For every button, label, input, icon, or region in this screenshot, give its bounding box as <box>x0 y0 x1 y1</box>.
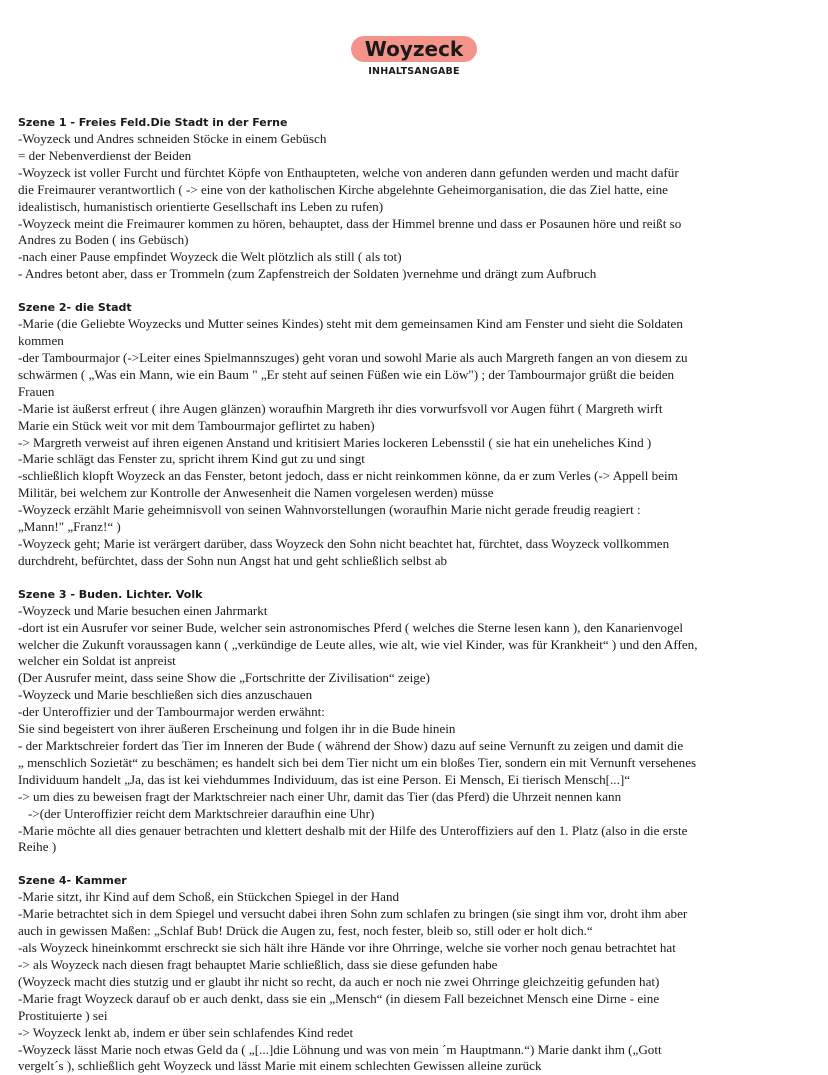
text-line: Sie sind begeistert von ihrer äußeren Erscheinung und folgen ihr in die Bude hinein <box>18 721 456 737</box>
document-content <box>18 115 810 1075</box>
text-line: welcher die Zukunft voraussagen kann ( „verkündige de Leute alles, wie alt, wie viel Kinder, was für Krankheit“ ) und den Affen, <box>18 636 698 652</box>
text-line: (Der Ausrufer meint, dass seine Show die „Fortschritte der Zivilisation“ zeige) <box>18 670 430 686</box>
text-line: Militär, bei welchem zur Kontrolle der Anwesenheit die Namen vorgelesen werden) müsse <box>18 485 494 501</box>
text-line: -Woyzeck und Andres schneiden Stöcke in einem Gebüsch <box>18 131 327 146</box>
text-line: -> Margreth verweist auf ihren eigenen Anstand und kritisiert Maries lockeren Lebensstil ( sie hat ein uneheliches Kind ) <box>18 434 652 450</box>
text-line: schwärmen ( „Was ein Mann, wie ein Baum " „Er steht auf seinen Füßen wie ein Löw") ; der Tambourmajor grüßt die beiden <box>18 366 675 382</box>
text-line: -Marie (die Geliebte Woyzecks und Mutter seines Kindes) steht mit dem gemeinsamen Kind am Fenster und sieht die Soldaten <box>18 316 683 332</box>
text-line: -> um dies zu beweisen fragt der Marktschreier nach einer Uhr, damit das Tier (das Pferd) die Uhrzeit nennen kann <box>18 788 622 804</box>
text-line: -> als Woyzeck nach diesen fragt behauptet Marie schließlich, dass sie diese gefunden habe <box>18 956 498 972</box>
scene-title: Szene 4- Kammer <box>18 874 127 888</box>
document-title: Woyzeck <box>351 36 478 62</box>
text-line: -als Woyzeck hineinkommt erschreckt sie sich hält ihre Hände vor ihre Ohrringe, welche sie vorher noch genau betrachtet hat <box>18 940 676 956</box>
text-line: -Marie schlägt das Fenster zu, spricht ihrem Kind gut zu und singt <box>18 451 365 467</box>
text-line: - der Marktschreier fordert das Tier im Inneren der Bude ( während der Show) dazu auf seine Vernunft zu zeigen und damit die <box>18 738 684 753</box>
text-line: -nach einer Pause empfindet Woyzeck die Welt plötzlich als still ( als tot) <box>18 249 402 265</box>
scene-section <box>18 587 810 857</box>
text-line: -Woyzeck erzählt Marie geheimnisvoll von seinen Wahnvorstellungen (woraufhin Marie nicht gerade freudig reagiert : <box>18 502 641 518</box>
text-line: -Woyzeck lässt Marie noch etwas Geld da ( „[...]die Löhnung und was von mein ´m Hauptmann.“) Marie dankt ihm („Gott <box>18 1041 662 1057</box>
text-line: -Woyzeck geht; Marie ist verärgert darüber, dass Woyzeck den Sohn nicht beachtet hat, fürchtet, dass Woyzeck vollkommen <box>18 535 670 551</box>
text-line: Prostituierte ) sei <box>18 1007 108 1023</box>
document-subtitle: INHALTSANGABE <box>368 66 460 77</box>
text-line: Andres zu Boden ( ins Gebüsch) <box>18 232 189 248</box>
text-line: -der Tambourmajor (->Leiter eines Spielmannszuges) geht voran und sowohl Marie als auch Margreth fangen an von diesem zu <box>18 349 688 365</box>
text-line: -Woyzeck und Marie beschließen sich dies anzuschauen <box>18 687 313 703</box>
text-line: kommen <box>18 333 64 349</box>
text-line: -dort ist ein Ausrufer vor seiner Bude, welcher sein astronomisches Pferd ( welches die Sterne lesen kann ), den Kanarienvogel <box>18 619 684 635</box>
text-line: Marie ein Stück weit vor mit dem Tambourmajor geflirtet zu haben) <box>18 417 375 433</box>
text-line: -der Unteroffizier und der Tambourmajor werden erwähnt: <box>18 704 325 720</box>
text-line: ->(der Unteroffizier reicht dem Marktschreier daraufhin eine Uhr) <box>28 805 375 821</box>
text-line: -Woyzeck meint die Freimaurer kommen zu hören, behauptet, dass der Himmel brenne und dass er Posaunen höre und reißt so <box>18 215 682 231</box>
text-line: durchdreht, befürchtet, dass der Sohn nun Angst hat und geht schließlich selbst ab <box>18 552 448 568</box>
text-line: „Mann!" „Franz!“ ) <box>18 519 121 535</box>
text-line: -Marie ist äußerst erfreut ( ihre Augen glänzen) woraufhin Margreth ihr dies vorwurfsvoll vor Augen führt ( Margreth wirft <box>18 400 663 416</box>
text-line: Reihe ) <box>18 839 57 855</box>
text-line: = der Nebenverdienst der Beiden <box>18 147 192 163</box>
scene-section <box>18 873 810 1075</box>
text-line: (Woyzeck macht dies stutzig und er glaubt ihr nicht so recht, da auch er noch nie zwei Ohrringe gleichzeitig gefunden hat) <box>18 973 660 989</box>
text-line: -Marie möchte all dies genauer betrachten und klettert deshalb mit der Hilfe des Unteroffiziers auf den 1. Platz (also in die erste <box>18 822 688 838</box>
text-line: idealistisch, humanistisch orientierte Gesellschaft ins Leben zu rufen) <box>18 198 384 214</box>
text-line: -Marie betrachtet sich in dem Spiegel und versucht dabei ihren Sohn zum schlafen zu bringen (sie singt ihm vor, droht ihm aber <box>18 906 688 922</box>
text-line: -> Woyzeck lenkt ab, indem er über sein schlafendes Kind redet <box>18 1024 354 1040</box>
scene-title: Szene 1 - Freies Feld.Die Stadt in der Ferne <box>18 116 288 129</box>
text-line: „ menschlich Sozietät“ zu beschämen; es handelt sich bei dem Tier nicht um ein bloßes Tier, sondern ein mit Vernunft versehenes <box>18 754 697 770</box>
text-line: -schließlich klopft Woyzeck an das Fenster, betont jedoch, dass er nicht reinkommen könne, da er zum Verles (-> Appell beim <box>18 468 678 484</box>
text-line: welcher ein Soldat ist anpreist <box>18 653 176 669</box>
text-line: -Marie fragt Woyzeck darauf ob er auch denkt, dass sie ein „Mensch“ (in diesem Fall bezeichnet Mensch eine Dirne - eine <box>18 990 660 1006</box>
text-line: die Freimaurer verantwortlich ( -> eine von der katholischen Kirche abgelehnte Geheimorganisation, die das Ziel hatte, eine <box>18 181 668 197</box>
text-line: Frauen <box>18 383 55 399</box>
scene-section <box>18 115 810 283</box>
document-header <box>18 0 810 77</box>
scene-title: Szene 2- die Stadt <box>18 301 132 315</box>
text-line: -Woyzeck ist voller Furcht und fürchtet Köpfe von Enthaupteten, welche von anderen dann gefunden werden und macht dafür <box>18 164 679 180</box>
text-line: - Andres betont aber, dass er Trommeln (zum Zapfenstreich der Soldaten )vernehme und drängt zum Aufbruch <box>18 266 597 282</box>
text-line: -Marie sitzt, ihr Kind auf dem Schoß, ein Stückchen Spiegel in der Hand <box>18 889 400 905</box>
scene-title: Szene 3 - Buden. Lichter. Volk <box>18 587 203 601</box>
text-line: -Woyzeck und Marie besuchen einen Jahrmarkt <box>18 602 268 618</box>
text-line: auch in gewissen Maßen: „Schlaf Bub! Drück die Augen zu, fest, noch fester, bleib so, still oder er holt dich.“ <box>18 923 593 939</box>
text-line: vergelt´s ), schließlich geht Woyzeck und lässt Marie mit einem schlechten Gewissen alleine zurück <box>18 1058 542 1074</box>
text-line: Individuum handelt „Ja, das ist kei viehdummes Individuum, das ist eine Person. Ei Mensch, Ei tierisch Mensch[...]“ <box>18 771 631 787</box>
scene-section <box>18 300 810 570</box>
